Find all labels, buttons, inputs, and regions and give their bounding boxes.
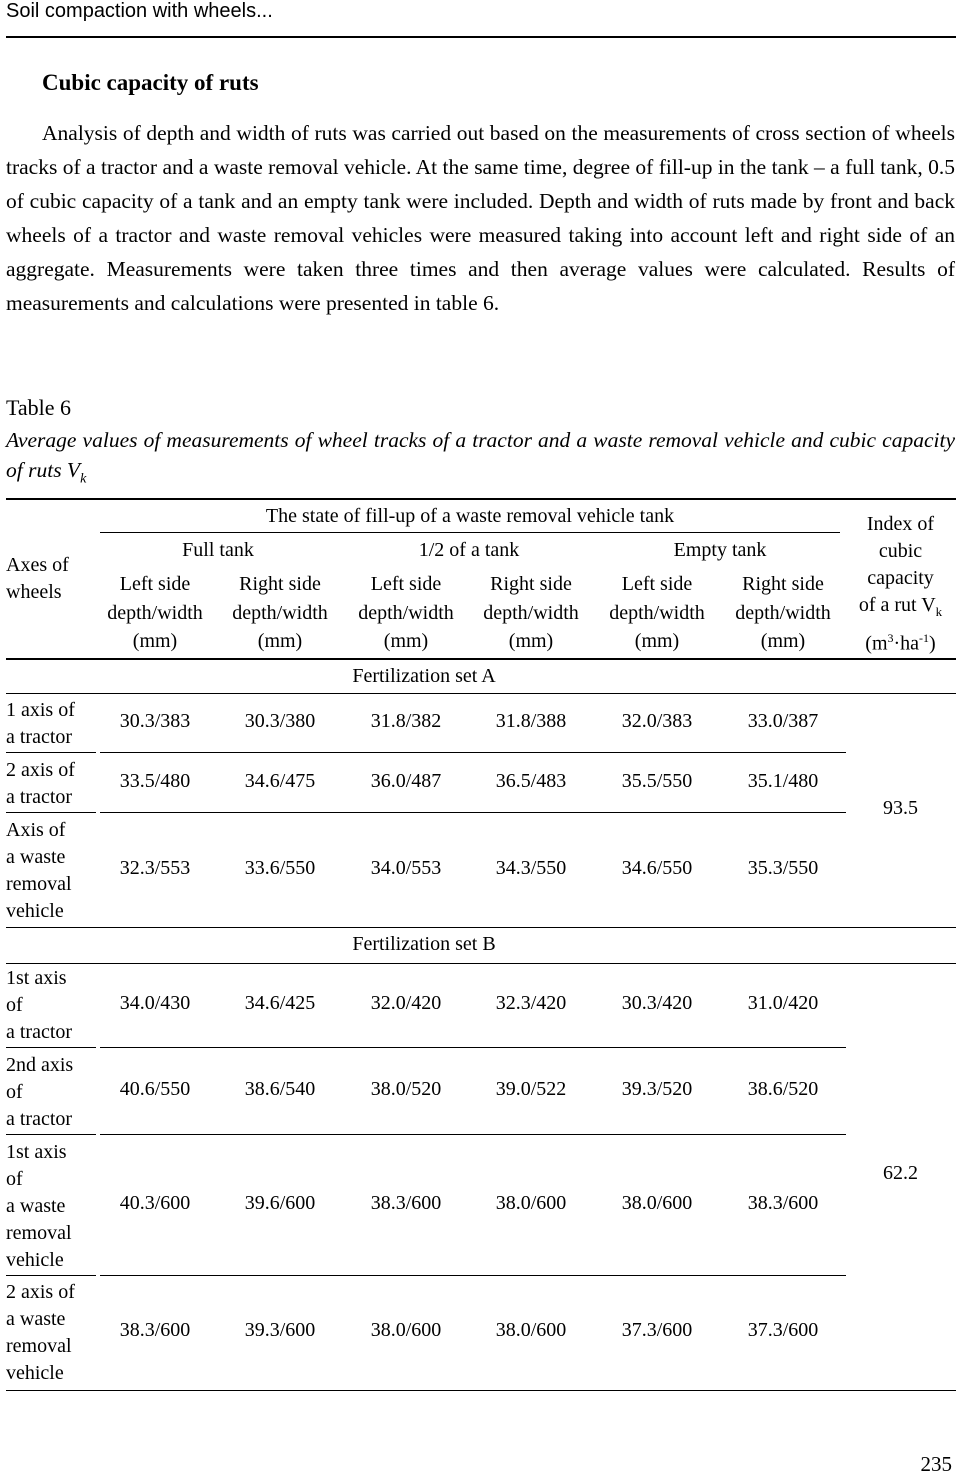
axis-label-line: 1st axis xyxy=(6,1141,67,1163)
table-cell-value: 36.5/483 xyxy=(495,770,567,792)
table-cell-value: 38.0/600 xyxy=(370,1319,442,1341)
table-rule xyxy=(6,812,96,813)
table-cell-value: 32.3/553 xyxy=(119,857,191,879)
header-half-tank: 1/2 of a tank xyxy=(418,539,520,561)
header-depth-width: depth/width xyxy=(232,602,328,624)
table-cell-value: 31.0/420 xyxy=(747,992,819,1014)
axis-label-line: a tractor xyxy=(6,1108,73,1130)
table-cell-value: 35.1/480 xyxy=(747,770,819,792)
header-index-line3: capacity xyxy=(867,567,934,589)
header-axes xyxy=(6,552,96,606)
table-cell-value: 33.5/480 xyxy=(119,770,191,792)
axis-label-line: vehicle xyxy=(6,900,64,922)
table-cell-value: 38.6/520 xyxy=(747,1078,819,1100)
axis-label-line: a tractor xyxy=(6,1021,73,1043)
header-axes-text: Axes of wheels xyxy=(6,554,69,603)
cubic-capacity-index: 62.2 xyxy=(883,1162,918,1184)
fertilization-set-label: Fertilization set B xyxy=(352,933,496,955)
axis-label-line: vehicle xyxy=(6,1249,64,1271)
table-cell-value: 38.0/520 xyxy=(370,1078,442,1100)
table-cell-value: 30.3/383 xyxy=(119,710,191,732)
table-rule xyxy=(6,752,96,753)
table-rule xyxy=(100,812,846,813)
table-cell-value: 40.3/600 xyxy=(119,1192,191,1214)
axis-label-line: of xyxy=(6,1168,23,1190)
header-mm: (mm) xyxy=(132,630,178,652)
axis-label-line: a waste xyxy=(6,1308,66,1330)
axis-label-line: 2 axis of xyxy=(6,759,75,781)
header-side-label: Right side xyxy=(742,573,824,595)
table-cell-value: 34.6/425 xyxy=(244,992,316,1014)
table-cell-value: 33.0/387 xyxy=(747,710,819,732)
header-side-label: Left side xyxy=(621,573,693,595)
header-state: The state of fill-up of a waste removal vehicle tank xyxy=(265,505,675,527)
axis-label-line: Axis of xyxy=(6,819,66,841)
section-title: Cubic capacity of ruts xyxy=(42,70,259,95)
axis-label xyxy=(6,965,98,1046)
header-side-label: Right side xyxy=(239,573,321,595)
axis-label xyxy=(6,757,98,811)
table-rule xyxy=(6,1390,956,1391)
caption-subscript: k xyxy=(80,471,87,487)
header-side-label: Right side xyxy=(490,573,572,595)
table-cell-value: 32.0/420 xyxy=(370,992,442,1014)
header-side-label: Left side xyxy=(119,573,191,595)
table-rule xyxy=(6,1047,96,1048)
table-cell-value: 39.3/600 xyxy=(244,1319,316,1341)
running-head: Soil compaction with wheels... xyxy=(6,0,273,22)
header-mm: (mm) xyxy=(634,630,680,652)
table-cell-value: 39.3/520 xyxy=(621,1078,693,1100)
table-rule xyxy=(6,927,956,928)
table-cell-value: 38.0/600 xyxy=(495,1192,567,1214)
axis-label xyxy=(6,1052,98,1133)
table-cell-value: 38.3/600 xyxy=(370,1192,442,1214)
table-cell-value: 38.0/600 xyxy=(495,1319,567,1341)
table-cell-value: 34.6/475 xyxy=(244,770,316,792)
axis-label-line: removal xyxy=(6,1222,72,1244)
header-side-label: Left side xyxy=(370,573,442,595)
table-rule xyxy=(6,693,956,694)
table-rule xyxy=(100,1134,846,1135)
table-cell-value: 37.3/600 xyxy=(621,1319,693,1341)
header-mm: (mm) xyxy=(383,630,429,652)
fertilization-set-label: Fertilization set A xyxy=(352,665,496,687)
axis-label-line: removal xyxy=(6,1335,72,1357)
table-label: Table 6 xyxy=(6,395,72,420)
table-cell-value: 34.6/550 xyxy=(621,857,693,879)
header-index-unit: $(m^3\cdot ha^{-1})$ xyxy=(865,631,936,655)
header-depth-width: depth/width xyxy=(107,602,203,624)
table-rule xyxy=(100,1275,846,1276)
table-cell-value: 35.3/550 xyxy=(747,857,819,879)
table-rule xyxy=(6,658,956,660)
table-cell-value: 30.3/380 xyxy=(244,710,316,732)
axis-label-line: of xyxy=(6,1081,23,1103)
axis-label-line: 2nd axis xyxy=(6,1054,74,1076)
table-cell-value: 33.6/550 xyxy=(244,857,316,879)
table-cell-value: 32.0/383 xyxy=(621,710,693,732)
header-depth-width: depth/width xyxy=(483,602,579,624)
axis-label-line: a tractor xyxy=(6,786,73,808)
axis-label xyxy=(6,697,98,751)
table-cell-value: 38.6/540 xyxy=(244,1078,316,1100)
table-cell-value: 36.0/487 xyxy=(370,770,442,792)
table-rule xyxy=(6,963,956,964)
header-mm: (mm) xyxy=(257,630,303,652)
table-cell-value: 30.3/420 xyxy=(621,992,693,1014)
table-rule xyxy=(100,752,846,753)
axis-label xyxy=(6,1139,98,1274)
table-cell-value: 37.3/600 xyxy=(747,1319,819,1341)
axis-label xyxy=(6,817,98,925)
table-rule xyxy=(100,1047,846,1048)
header-depth-width: depth/width xyxy=(735,602,831,624)
header-index-line2: cubic xyxy=(878,540,923,562)
header-full-tank: Full tank xyxy=(182,539,254,561)
header-index-line4 xyxy=(843,592,958,625)
table-cell-value: 31.8/382 xyxy=(370,710,442,732)
header-mm: (mm) xyxy=(508,630,554,652)
index-vk: of a rut V xyxy=(858,594,936,616)
table-cell-value: 31.8/388 xyxy=(495,710,567,732)
page-number: 235 xyxy=(920,1452,952,1476)
axis-label-line: 1st axis xyxy=(6,967,67,989)
table-cell-value: 38.3/600 xyxy=(119,1319,191,1341)
axis-label-line: removal xyxy=(6,873,72,895)
axis-label-line: of xyxy=(6,994,23,1016)
table-cell-value: 32.3/420 xyxy=(495,992,567,1014)
header-index-line1: Index of xyxy=(866,513,935,535)
table-cell-value: 34.0/553 xyxy=(370,857,442,879)
axis-label xyxy=(6,1279,98,1387)
header-empty-tank: Empty tank xyxy=(673,539,767,561)
table-cell-value: 38.3/600 xyxy=(747,1192,819,1214)
axis-label-line: 2 axis of xyxy=(6,1281,75,1303)
header-mm: (mm) xyxy=(760,630,806,652)
axis-label-line: a waste xyxy=(6,846,66,868)
table-cell-value: 40.6/550 xyxy=(119,1078,191,1100)
header-depth-width: depth/width xyxy=(609,602,705,624)
table-rule xyxy=(6,498,956,500)
table-rule xyxy=(6,1134,96,1135)
header-depth-width: depth/width xyxy=(358,602,454,624)
table-cell-value: 39.6/600 xyxy=(244,1192,316,1214)
cubic-capacity-index: 93.5 xyxy=(883,797,918,819)
table-cell-value: 34.0/430 xyxy=(119,992,191,1014)
header-index xyxy=(843,511,958,658)
axis-label-line: a tractor xyxy=(6,726,73,748)
table-rule xyxy=(6,1275,96,1276)
caption-text: Average values of measurements of wheel tracks of a tractor and a waste removal vehicle and cubic capacity of ruts V xyxy=(6,428,955,482)
paragraph-text: Analysis of depth and width of ruts was carried out based on the measurements of cross section of wheels tracks of a tractor and a waste removal vehicle. At the same time, degree of fill-up in the tank – a full tank, 0.5 of cubic capacity of a tank and an empty tank were included. Depth and width of ruts made by front and back wheels of a tractor and waste removal vehicles were measured taking into account left and right side of an aggregate. Measurements were taken three times and then average values were calculated. Results of measurements and calculations were presented in table 6. xyxy=(6,121,955,315)
axis-label-line: 1 axis of xyxy=(6,699,75,721)
axis-label-line: a waste xyxy=(6,1195,66,1217)
index-vk-sub: k xyxy=(935,604,943,619)
axis-label-line: vehicle xyxy=(6,1362,64,1384)
table-cell-value: 39.0/522 xyxy=(495,1078,567,1100)
table-cell-value: 34.3/550 xyxy=(495,857,567,879)
table-rule xyxy=(100,532,840,533)
table-cell-value: 35.5/550 xyxy=(621,770,693,792)
table-cell-value: 38.0/600 xyxy=(621,1192,693,1214)
